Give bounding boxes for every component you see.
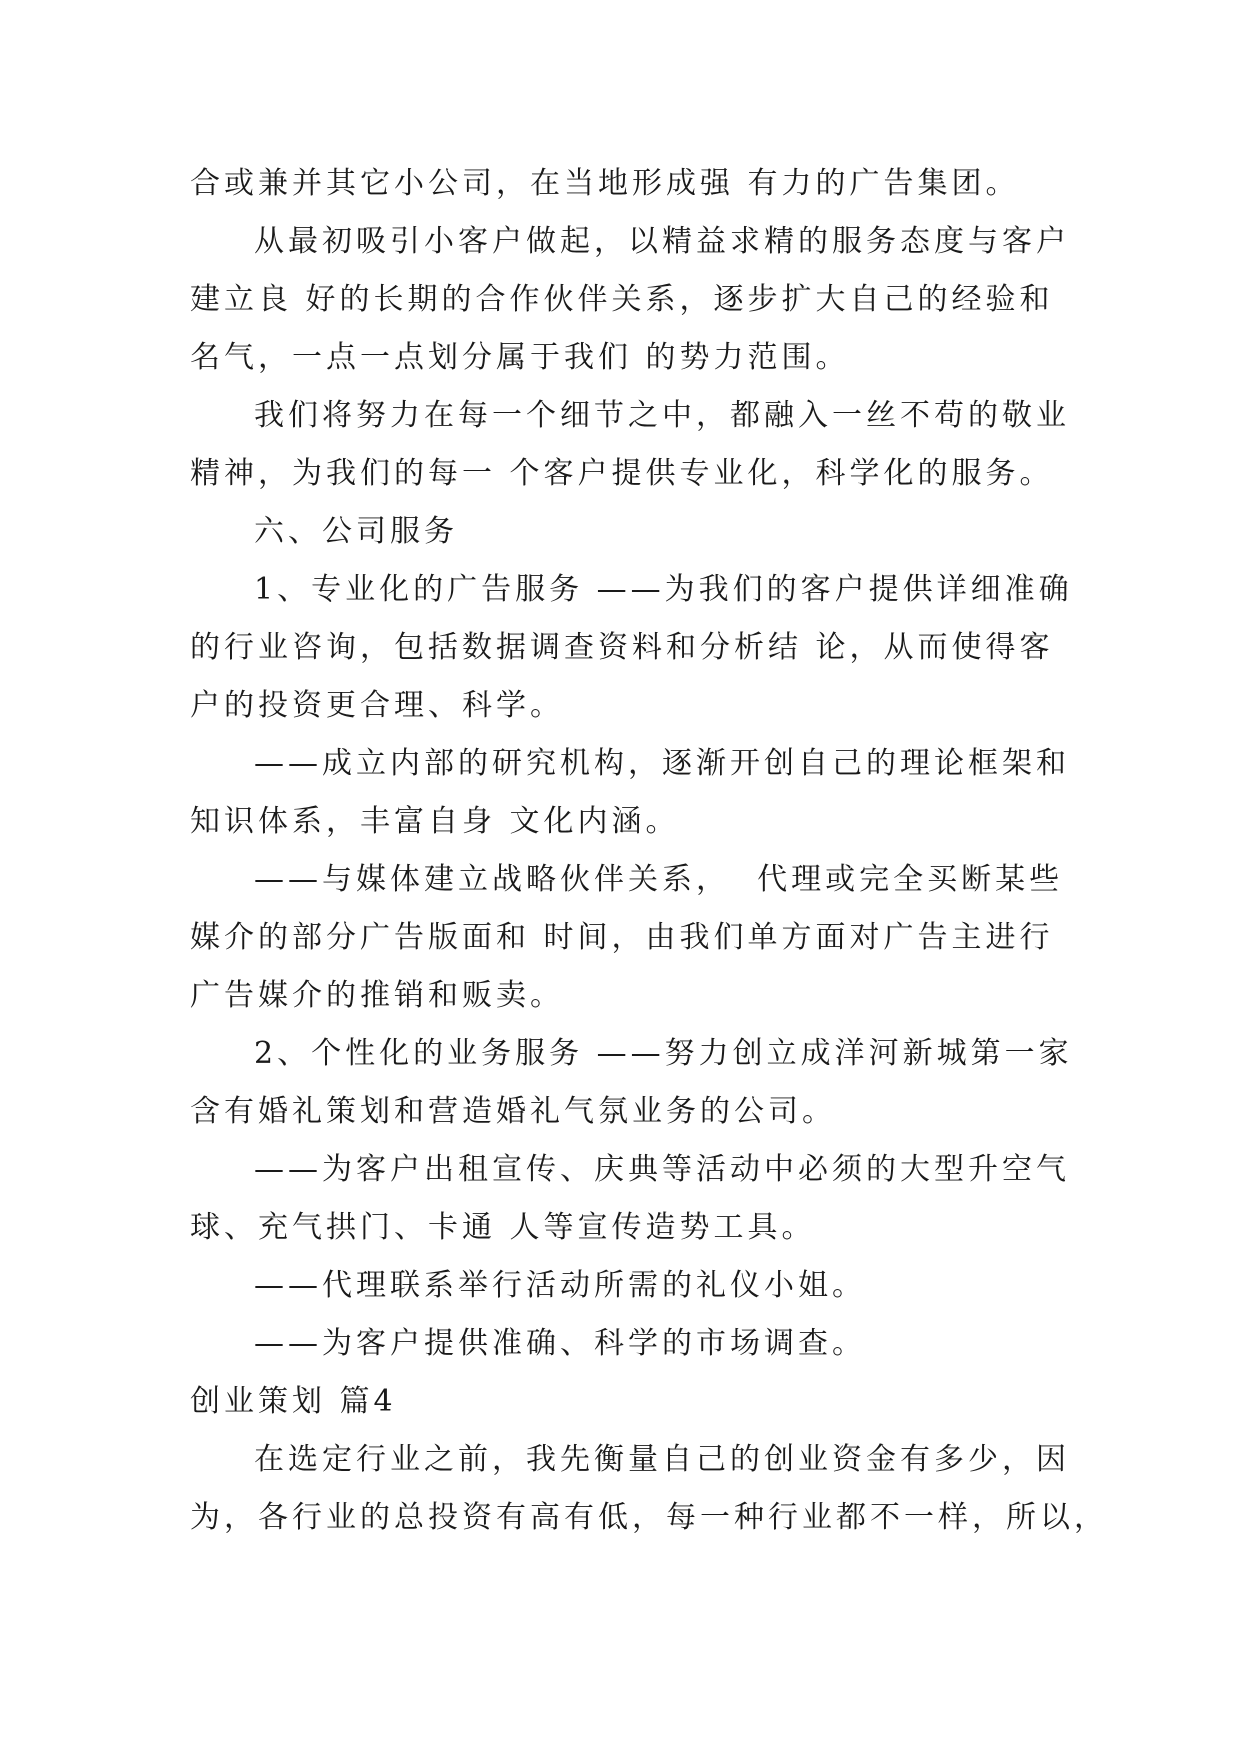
text-line: 名气，一点一点划分属于我们 的势力范围。 [190,340,850,375]
text-line: 在选定行业之前，我先衡量自己的创业资金有多少，因 [254,1442,1070,1477]
text-line: 合或兼并其它小公司，在当地形成强 有力的广告集团。 [190,166,1020,201]
text-line: 从最初吸引小客户做起，以精益求精的服务态度与客户 [254,224,1070,259]
section-heading: 六、公司服务 [254,514,458,549]
text-line: 知识体系，丰富自身 文化内涵。 [190,804,680,839]
text-line: 广告媒介的推销和贩卖。 [190,978,564,1013]
text-line: ——为客户提供准确、科学的市场调查。 [254,1326,866,1361]
text-line: 户的投资更合理、科学。 [190,688,564,723]
text-line: ——与媒体建立战略伙伴关系， 代理或完全买断某些 [254,862,1064,897]
text-line: 1、专业化的广告服务 ——为我们的客户提供详细准确 [254,572,1073,607]
text-line: 球、充气拱门、卡通 人等宣传造势工具。 [190,1210,816,1245]
text-line: 建立良 好的长期的合作伙伴关系，逐步扩大自己的经验和 [190,282,1054,317]
document-body [190,155,1108,1547]
text-line: 含有婚礼策划和营造婚礼气氛业务的公司。 [190,1094,836,1129]
article-heading: 创业策划 篇4 [190,1384,397,1419]
text-line: ——为客户出租宣传、庆典等活动中必须的大型升空气 [254,1152,1070,1187]
text-line: ——成立内部的研究机构，逐渐开创自己的理论框架和 [254,746,1070,781]
text-line: 媒介的部分广告版面和 时间，由我们单方面对广告主进行 [190,920,1054,955]
text-line: 精神，为我们的每一 个客户提供专业化，科学化的服务。 [190,456,1054,491]
text-line: 的行业咨询，包括数据调查资料和分析结 论，从而使得客 [190,630,1054,665]
text-line: 我们将努力在每一个细节之中，都融入一丝不苟的敬业 [254,398,1070,433]
text-line: 2、个性化的业务服务 ——努力创立成洋河新城第一家 [254,1036,1073,1071]
text-line: 为，各行业的总投资有高有低，每一种行业都不一样，所以， [190,1500,1108,1535]
text-line: ——代理联系举行活动所需的礼仪小姐。 [254,1268,866,1303]
